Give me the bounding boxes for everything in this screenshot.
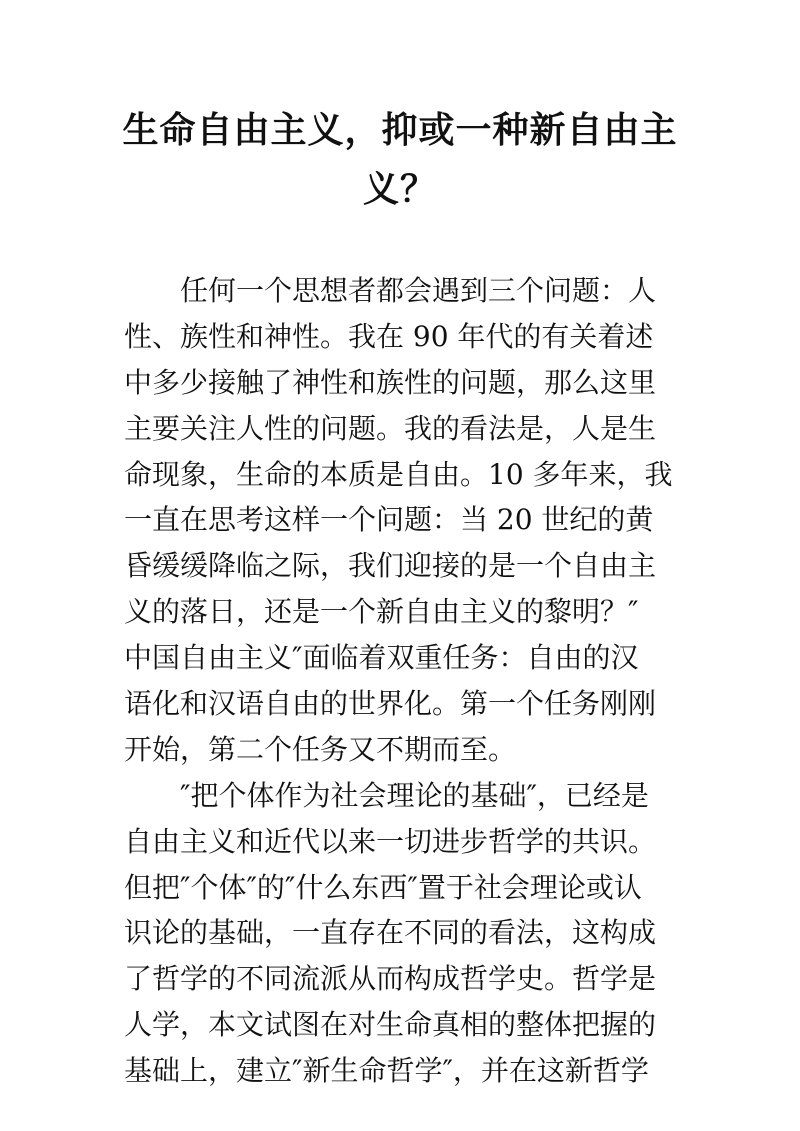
paragraph-line: 中国自由主义″面临着双重任务：自由的汉 <box>124 641 639 675</box>
document-title-line-2: 义？ <box>362 169 437 210</box>
paragraph-line: 昏缓缓降临之际，我们迎接的是一个自由主 <box>124 549 657 583</box>
paragraph-line: 识论的基础，一直存在不同的看法，这构成 <box>124 916 657 950</box>
paragraph-line: 性、族性和神性。我在 90 年代的有关着述 <box>124 319 654 353</box>
paragraph-line: ″把个体作为社会理论的基础″，已经是 <box>180 778 649 812</box>
paragraph-line: 一直在思考这样一个问题：当 20 世纪的黄 <box>124 503 654 537</box>
paragraph-line: 了哲学的不同流派从而构成哲学史。哲学是 <box>124 962 657 996</box>
paragraph-line: 主要关注人性的问题。我的看法是，人是生 <box>124 411 657 445</box>
paragraph-line: 但把″个体″的″什么东西″置于社会理论或认 <box>124 870 642 904</box>
paragraph-line: 人学，本文试图在对生命真相的整体把握的 <box>124 1008 657 1042</box>
paragraph-line: 中多少接触了神性和族性的问题，那么这里 <box>124 365 657 399</box>
document-body <box>124 268 684 1094</box>
paragraph-line: 义的落日，还是一个新自由主义的黎明？″ <box>124 595 639 629</box>
paragraph-line: 任何一个思想者都会遇到三个问题：人 <box>180 274 657 307</box>
paragraph-line: 语化和汉语自由的世界化。第一个任务刚刚 <box>124 687 657 721</box>
paragraph-line: 命现象，生命的本质是自由。10 多年来，我 <box>124 457 673 491</box>
paragraph-line: 开始，第二个任务又不期而至。 <box>124 732 517 766</box>
document-title-line-1: 生命自由主义，抑或一种新自由主 <box>122 110 678 151</box>
paragraph-line: 自由主义和近代以来一切进步哲学的共识。 <box>124 824 657 858</box>
paragraph-line: 基础上，建立″新生命哲学″，并在这新哲学 <box>124 1054 649 1088</box>
